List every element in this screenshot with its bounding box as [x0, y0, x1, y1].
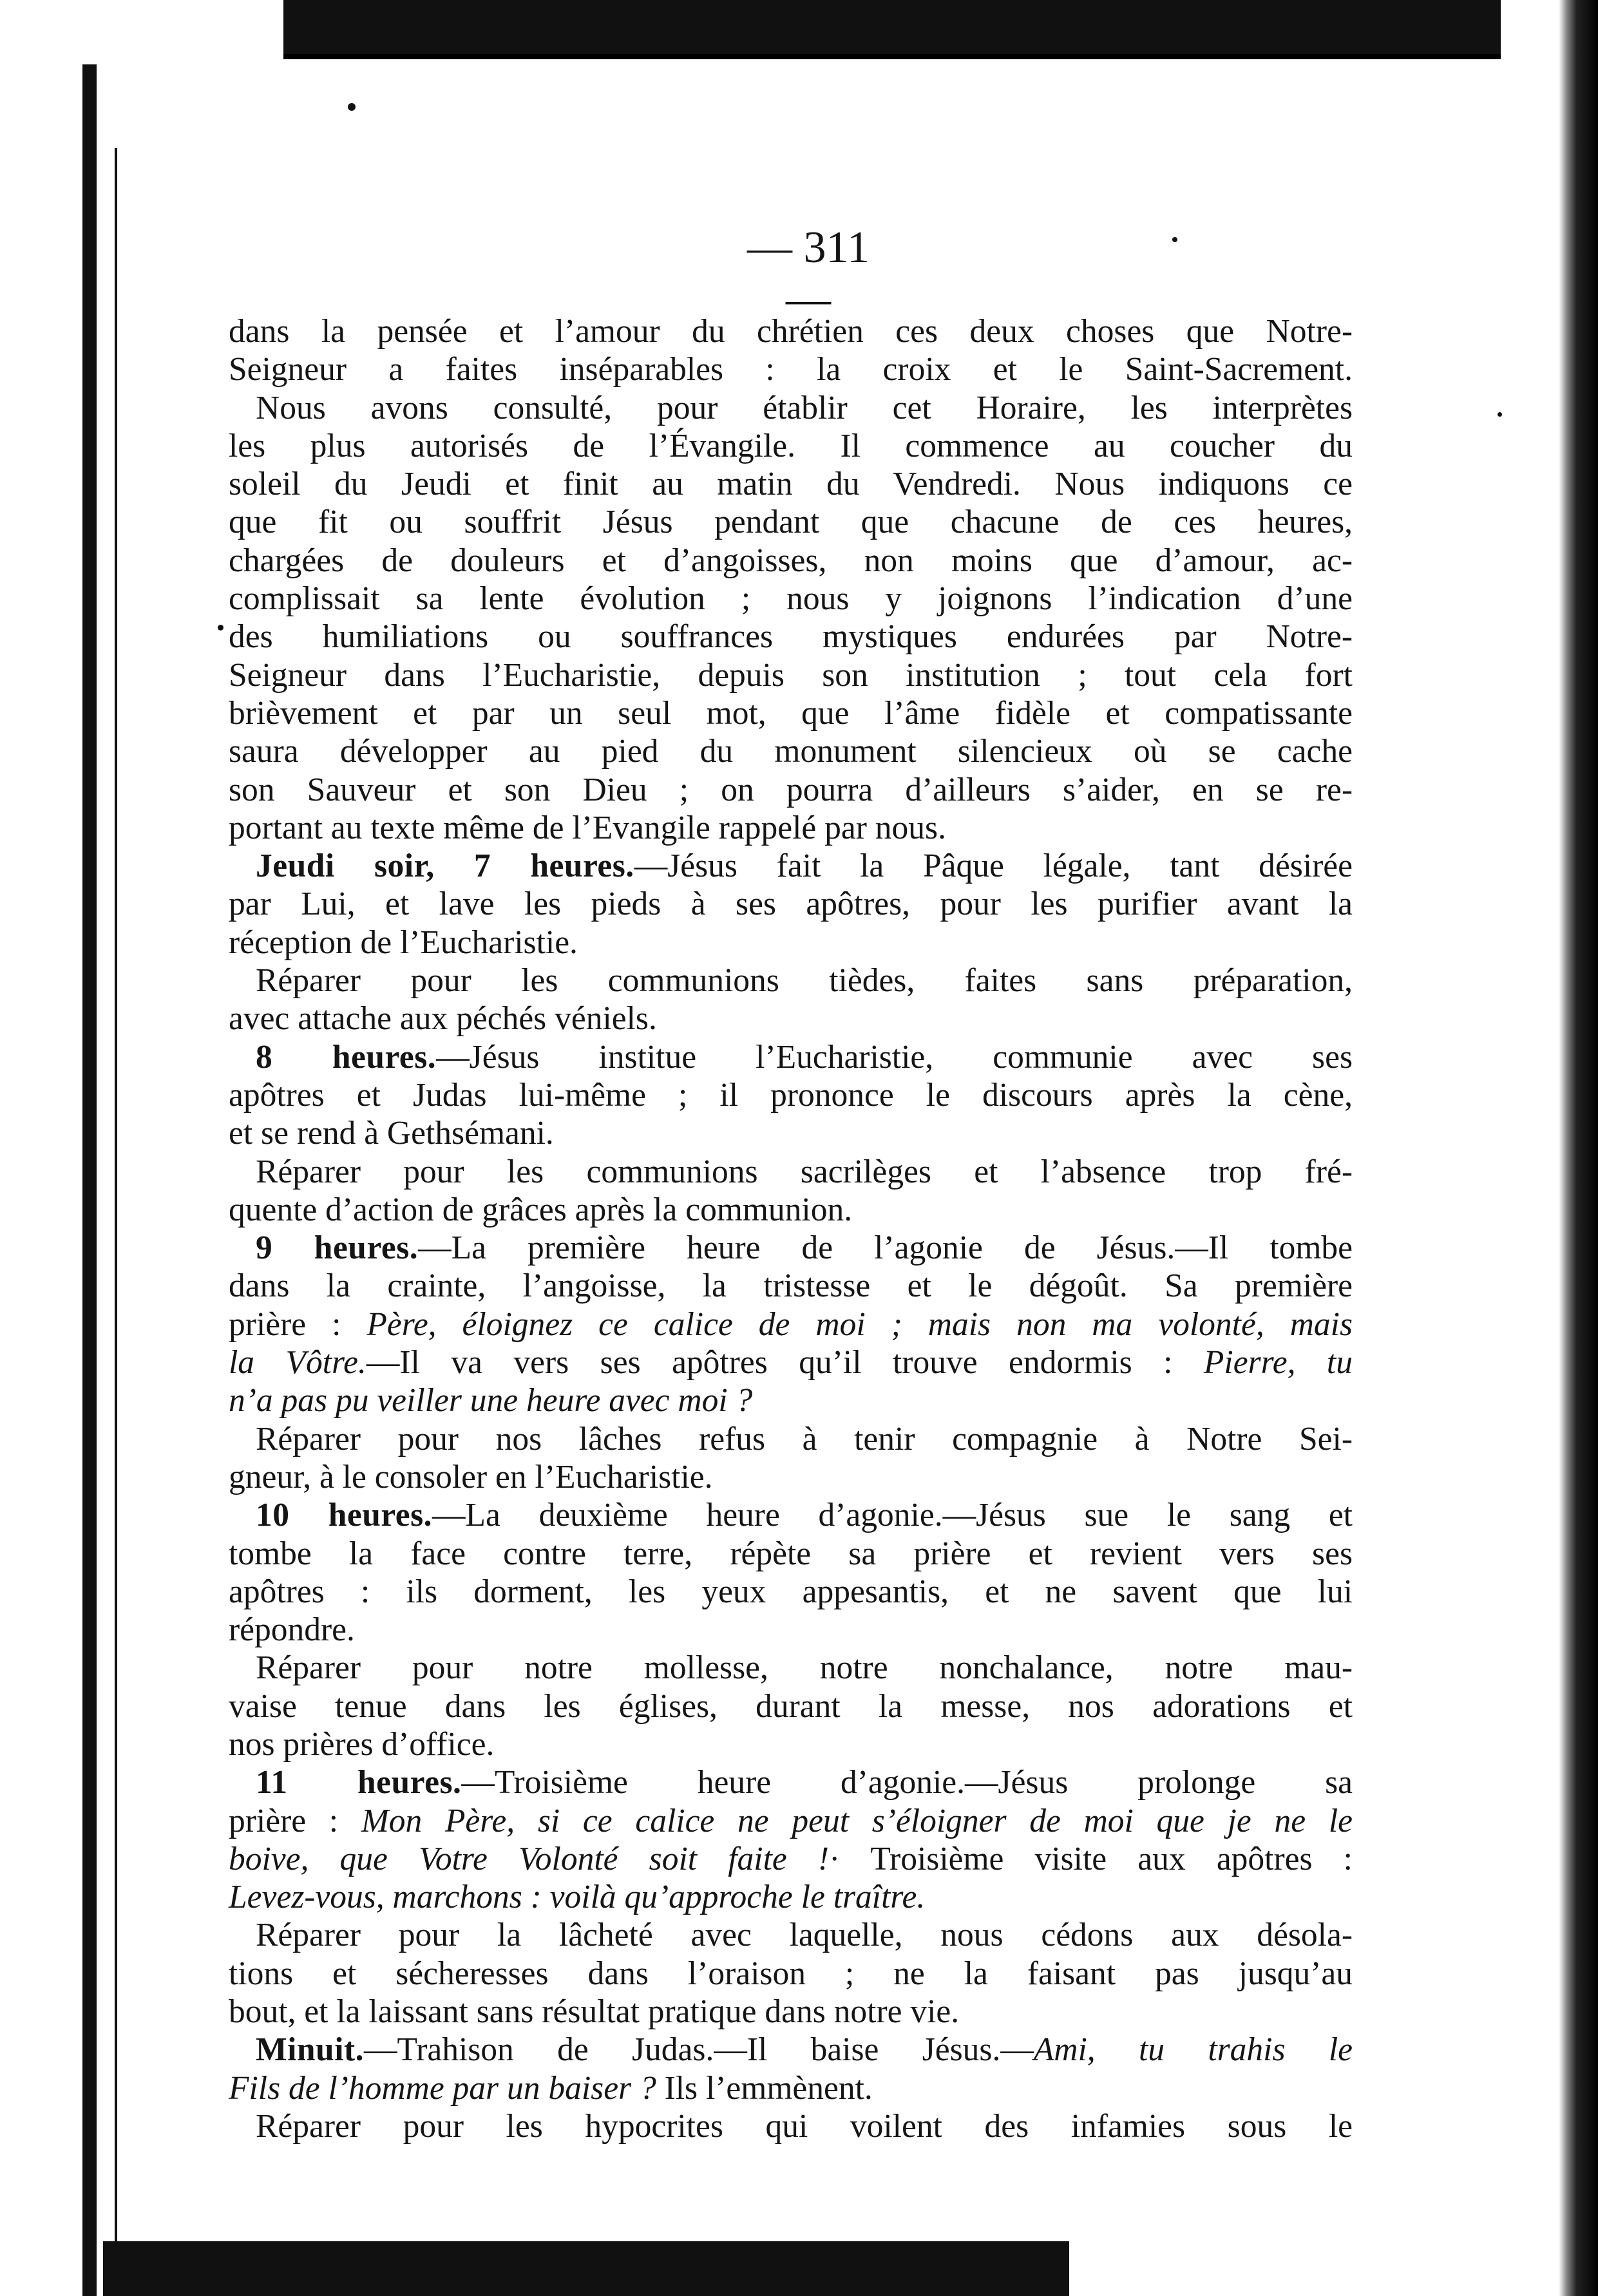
italic-run: n’a pas pu veiller une heure avec moi ? [229, 1382, 753, 1419]
text-line [229, 580, 1353, 618]
text-line [229, 1802, 1353, 1840]
text-run: dans la crainte, l’angoisse, la tristesse et le dégoût. Sa première [229, 1267, 1353, 1305]
text-line [229, 962, 1353, 1000]
text-run: gneur, à le consoler en l’Eucharistie. [229, 1458, 713, 1495]
text-run: vaise tenue dans les églises, durant la messe, nos adorations et [229, 1687, 1353, 1725]
scan-left-edge [82, 64, 97, 2296]
text-line [229, 1649, 1353, 1687]
text-run: brièvement et par un seul mot, que l’âme fidèle et compatissante [229, 694, 1353, 732]
heading-run: 10 heures. [256, 1497, 433, 1534]
text-run: Seigneur dans l’Eucharistie, depuis son institution ; tout cela fort [229, 656, 1353, 694]
text-line [229, 1000, 1353, 1038]
text-line [229, 618, 1353, 656]
text-line [229, 1916, 1353, 1954]
text-line [229, 542, 1353, 580]
scan-speck [1498, 412, 1502, 417]
text-line [229, 1267, 1353, 1305]
heading-run: Jeudi soir, 7 heures. [256, 848, 634, 885]
italic-run: Pierre, tu [1203, 1344, 1353, 1381]
scan-speck [348, 103, 356, 111]
heading-run: 8 heures. [256, 1038, 437, 1076]
text-line [229, 809, 1353, 847]
text-run: dans la pensée et l’amour du chrétien ces deux choses que Notre- [229, 313, 1353, 350]
text-line [229, 1420, 1353, 1458]
heading-run: 9 heures. [256, 1229, 419, 1267]
text-run: —Troisième heure d’agonie.—Jésus prolonge sa [461, 1764, 1353, 1801]
text-line [229, 2031, 1353, 2069]
text-line [229, 2069, 1353, 2107]
scan-top-rule [283, 54, 1501, 59]
scan-right-edge [1559, 0, 1598, 2296]
text-line [229, 1878, 1353, 1916]
text-line [229, 1191, 1353, 1229]
scan-top-edge [283, 0, 1501, 59]
text-run: bout, et la laissant sans résultat pratique dans notre vie. [229, 1993, 960, 2031]
text-run: Réparer pour les hypocrites qui voilent des infamies sous le [256, 2107, 1353, 2145]
italic-run: la Vôtre. [229, 1344, 366, 1381]
text-run: apôtres et Judas lui-même ; il prononce le discours après la cène, [229, 1076, 1353, 1114]
text-line [229, 1076, 1353, 1114]
text-line [229, 350, 1353, 388]
italic-run: Levez-vous, marchons : voilà qu’approche le traître. [229, 1879, 926, 1916]
text-run: —Trahison de Judas.—Il baise Jésus.— [364, 2031, 1034, 2069]
text-run: complissait sa lente évolution ; nous y joignons l’indication d’une [229, 580, 1353, 618]
text-line [229, 1229, 1353, 1267]
text-run: nos prières d’office. [229, 1725, 495, 1763]
text-run: par Lui, et lave les pieds à ses apôtres, pour les purifier avant la [229, 886, 1353, 923]
text-run: —La deuxième heure d’agonie.—Jésus sue le sang et [432, 1497, 1353, 1534]
text-run: —Jésus fait la Pâque légale, tant désirée [634, 848, 1353, 885]
text-line [229, 1725, 1353, 1763]
text-line [229, 1955, 1353, 1993]
text-run: portant au texte même de l’Evangile rappelé par nous. [229, 809, 946, 846]
text-run: répondre. [229, 1611, 355, 1649]
text-run: que fit ou souffrit Jésus pendant que chacune de ces heures, [229, 504, 1353, 541]
text-run: —La première heure de l’agonie de Jésus.—Il tombe [418, 1229, 1353, 1267]
italic-run: Mon Père, si ce calice ne peut s’éloigner de moi que je ne le [361, 1802, 1353, 1839]
italic-run: boive, que Votre Volonté soit faite ! [229, 1840, 830, 1877]
text-line [229, 1305, 1353, 1343]
text-run: prière : [229, 1305, 367, 1343]
text-line [229, 1381, 1353, 1419]
text-run: Seigneur a faites inséparables : la croix et le Saint-Sacrement. [229, 351, 1353, 388]
text-line [229, 1114, 1353, 1152]
text-line [229, 1993, 1353, 2031]
text-run: Réparer pour nos lâches refus à tenir compagnie à Notre Sei- [256, 1420, 1353, 1457]
page-number: — 311 — [747, 223, 870, 324]
text-run: Réparer pour la lâcheté avec laquelle, nous cédons aux désola- [256, 1917, 1353, 1954]
text-line [229, 847, 1353, 885]
italic-run: Père, éloignez ce calice de moi ; mais non ma volonté, mais [366, 1305, 1353, 1343]
text-line [229, 312, 1353, 350]
text-line [229, 465, 1353, 503]
text-run: —Jésus institue l’Eucharistie, communie avec ses [436, 1038, 1353, 1076]
text-run: tombe la face contre terre, répète sa prière et revient vers ses [229, 1535, 1353, 1572]
text-line [229, 1687, 1353, 1725]
heading-run: 11 heures. [256, 1764, 462, 1801]
text-line [229, 732, 1353, 770]
text-line [229, 1763, 1353, 1801]
text-run: avec attache aux péchés véniels. [229, 1000, 657, 1038]
text-line [229, 1153, 1353, 1191]
text-run: saura développer au pied du monument silencieux où se cache [229, 733, 1353, 770]
text-line [229, 1611, 1353, 1649]
text-run: réception de l’Eucharistie. [229, 924, 578, 961]
text-line [229, 1840, 1353, 1878]
body-text [229, 312, 1353, 2145]
text-line [229, 1573, 1353, 1611]
text-run: des humiliations ou souffrances mystiques endurées par Notre- [229, 618, 1353, 656]
text-run: Ils l’emmènent. [656, 2069, 873, 2107]
text-line [229, 885, 1353, 923]
text-line [229, 2107, 1353, 2145]
text-run: prière : [229, 1802, 361, 1839]
text-run: quente d’action de grâces après la communion. [229, 1191, 853, 1228]
text-run: · Troisième visite aux apôtres : [829, 1840, 1353, 1877]
text-run: Nous avons consulté, pour établir cet Horaire, les interprètes [256, 389, 1353, 426]
text-run: son Sauveur et son Dieu ; on pourra d’ailleurs s’aider, en se re- [229, 771, 1353, 808]
text-line [229, 771, 1353, 809]
text-run: Réparer pour les communions tièdes, faites sans préparation, [256, 962, 1353, 1000]
text-run: soleil du Jeudi et finit au matin du Vendredi. Nous indiquons ce [229, 466, 1353, 503]
text-run: Réparer pour notre mollesse, notre nonchalance, notre mau- [256, 1649, 1353, 1687]
text-run: chargées de douleurs et d’angoisses, non moins que d’amour, ac- [229, 542, 1353, 579]
scan-bottom-edge [103, 2241, 1069, 2296]
text-line [229, 1343, 1353, 1381]
text-run: —Il va vers ses apôtres qu’il trouve endormis : [366, 1344, 1204, 1381]
text-line [229, 924, 1353, 962]
text-run: Réparer pour les communions sacrilèges et l’absence trop fré- [256, 1153, 1353, 1190]
scan-speck [1172, 237, 1177, 242]
text-run: tions et sécheresses dans l’oraison ; ne la faisant pas jusqu’au [229, 1955, 1353, 1992]
text-line [229, 694, 1353, 732]
text-line [229, 656, 1353, 694]
scan-speck [218, 625, 224, 631]
text-line [229, 503, 1353, 541]
italic-run: Fils de l’homme par un baiser ? [229, 2069, 656, 2107]
text-run: les plus autorisés de l’Évangile. Il commence au coucher du [229, 427, 1353, 464]
scan-left-rule [115, 148, 117, 2293]
heading-run: Minuit. [256, 2031, 365, 2069]
text-line [229, 1458, 1353, 1496]
text-run: et se rend à Gethsémani. [229, 1115, 554, 1152]
text-line [229, 389, 1353, 427]
text-line [229, 1038, 1353, 1076]
text-line [229, 1496, 1353, 1534]
text-line [229, 1535, 1353, 1573]
text-line [229, 427, 1353, 465]
italic-run: Ami, tu trahis le [1033, 2031, 1353, 2069]
text-run: apôtres : ils dorment, les yeux appesantis, et ne savent que lui [229, 1573, 1353, 1610]
